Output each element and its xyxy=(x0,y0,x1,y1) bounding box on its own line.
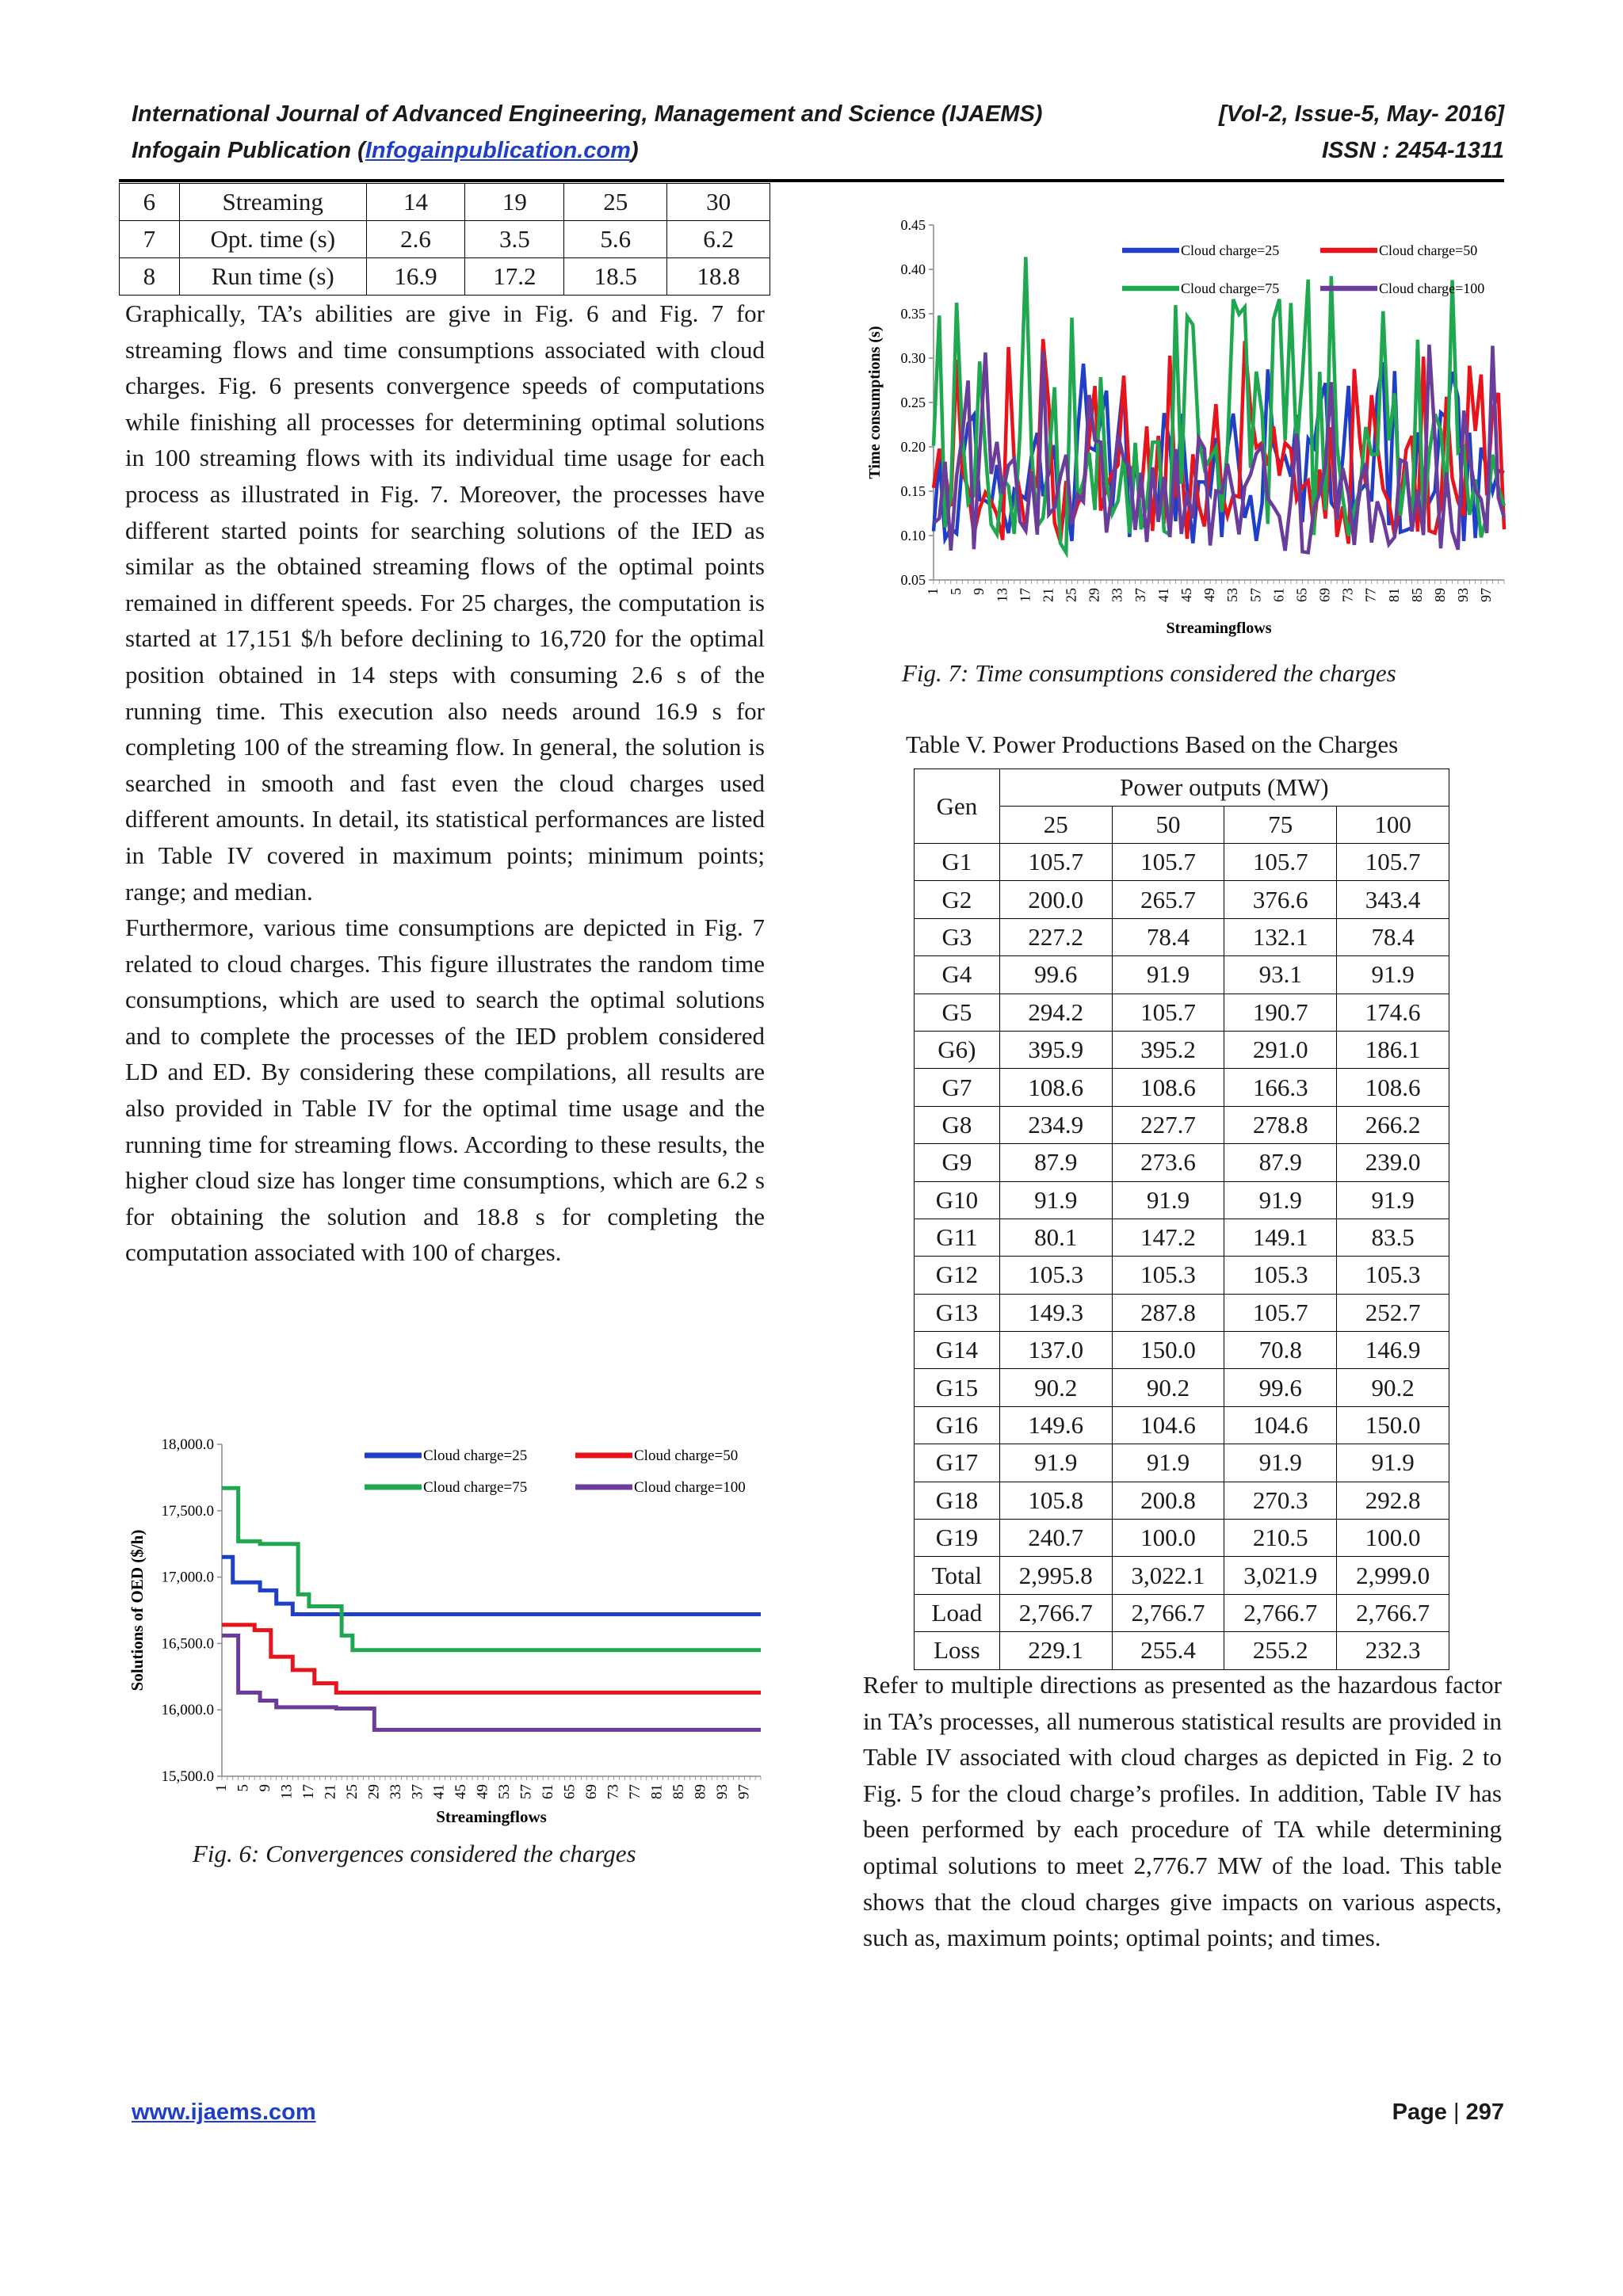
table-cell: 87.9 xyxy=(999,1144,1112,1181)
legend-label: Cloud charge=100 xyxy=(634,1479,746,1496)
table-cell: G12 xyxy=(915,1257,1000,1294)
table-cell: 100.0 xyxy=(1337,1520,1449,1557)
x-tick-label: 17 xyxy=(300,1784,317,1799)
x-tick-label: 93 xyxy=(1455,588,1472,602)
y-tick-label: 0.30 xyxy=(900,350,926,366)
table-cell: 93.1 xyxy=(1224,956,1337,994)
table-cell: 3,022.1 xyxy=(1112,1557,1224,1594)
table-cell: 108.6 xyxy=(1112,1069,1224,1106)
table-cell: 210.5 xyxy=(1224,1520,1337,1557)
table-cell: G19 xyxy=(915,1520,1000,1557)
table-row xyxy=(915,844,1449,881)
table-row xyxy=(915,881,1449,918)
table-cell: G14 xyxy=(915,1332,1000,1369)
x-tick-label: 97 xyxy=(735,1784,753,1799)
table-cell: 91.9 xyxy=(1112,1444,1224,1482)
x-tick-label: 61 xyxy=(1270,588,1287,602)
publisher-prefix: Infogain Publication ( xyxy=(132,138,365,163)
power-outputs-header: Power outputs (MW) xyxy=(999,769,1449,807)
table-cell: 17.2 xyxy=(465,258,564,296)
table-cell: G3 xyxy=(915,918,1000,955)
table-cell: 105.3 xyxy=(1112,1257,1224,1294)
x-tick-label: 81 xyxy=(1385,588,1402,602)
table-cell: Run time (s) xyxy=(179,258,366,296)
table-row xyxy=(915,1444,1449,1482)
table-row xyxy=(120,184,770,221)
table-cell: 227.7 xyxy=(1112,1106,1224,1143)
table-cell: 227.2 xyxy=(999,918,1112,955)
table-cell: 91.9 xyxy=(1112,1181,1224,1219)
x-tick-label: 5 xyxy=(235,1784,252,1792)
table-cell: 104.6 xyxy=(1112,1406,1224,1444)
table-cell: 18.8 xyxy=(667,258,770,296)
table-cell: 229.1 xyxy=(999,1632,1112,1669)
x-tick-label: 69 xyxy=(1316,588,1333,602)
table-cell: G8 xyxy=(915,1106,1000,1143)
table-cell: 2,766.7 xyxy=(999,1594,1112,1631)
table-cell: 100.0 xyxy=(1112,1520,1224,1557)
table-cell: 200.0 xyxy=(999,881,1112,918)
publisher xyxy=(132,138,639,164)
table-cell: 255.2 xyxy=(1224,1632,1337,1669)
table-cell: 91.9 xyxy=(1337,1181,1449,1219)
volume-info: [Vol-2, Issue-5, May- 2016] xyxy=(1219,101,1504,127)
table-cell: 2,766.7 xyxy=(1337,1594,1449,1631)
x-tick-label: 57 xyxy=(517,1784,535,1799)
table-cell: 91.9 xyxy=(1224,1444,1337,1482)
table-cell: 105.7 xyxy=(1224,1294,1337,1331)
table-row xyxy=(120,258,770,296)
table-cell: 2,766.7 xyxy=(1112,1594,1224,1631)
table-cell: 147.2 xyxy=(1112,1219,1224,1256)
table-cell: 105.7 xyxy=(1112,994,1224,1031)
table-cell: 83.5 xyxy=(1337,1219,1449,1256)
table-cell: 287.8 xyxy=(1112,1294,1224,1331)
table-cell: 70.8 xyxy=(1224,1332,1337,1369)
table-cell: 3,021.9 xyxy=(1224,1557,1337,1594)
y-tick-label: 15,500.0 xyxy=(161,1768,214,1785)
table-cell: 240.7 xyxy=(999,1520,1112,1557)
table-iv-tail xyxy=(119,183,770,296)
x-tick-label: 69 xyxy=(583,1784,601,1799)
table-row xyxy=(120,221,770,258)
table-cell: 80.1 xyxy=(999,1219,1112,1256)
x-tick-label: 89 xyxy=(1432,588,1448,602)
page-value: 297 xyxy=(1465,2100,1504,2125)
legend-label: Cloud charge=100 xyxy=(1379,280,1485,296)
y-tick-label: 0.25 xyxy=(900,395,926,410)
table-cell: 91.9 xyxy=(1224,1181,1337,1219)
x-tick-label: 61 xyxy=(540,1784,557,1799)
table-row xyxy=(915,1219,1449,1256)
table-cell: 150.0 xyxy=(1337,1406,1449,1444)
table-cell: 8 xyxy=(120,258,180,296)
table-cell: 252.7 xyxy=(1337,1294,1449,1331)
y-tick-label: 0.35 xyxy=(900,306,926,322)
legend-label: Cloud charge=75 xyxy=(1181,280,1280,296)
x-tick-label: 13 xyxy=(278,1784,296,1799)
table-row xyxy=(915,1069,1449,1106)
table-cell: 105.7 xyxy=(1224,844,1337,881)
table-cell: 87.9 xyxy=(1224,1144,1337,1181)
table-row xyxy=(915,1520,1449,1557)
x-tick-label: 41 xyxy=(1155,588,1171,602)
table-cell: G13 xyxy=(915,1294,1000,1331)
table-cell: Streaming xyxy=(179,184,366,221)
y-tick-label: 16,500.0 xyxy=(161,1635,214,1653)
right-column-text xyxy=(863,1667,1502,1956)
table-cell: Total xyxy=(915,1557,1000,1594)
journal-title: International Journal of Advanced Engineering, Management and Science (IJAEMS) xyxy=(132,101,1043,127)
charge-header: 50 xyxy=(1112,807,1224,844)
table-cell: G6) xyxy=(915,1031,1000,1068)
table-cell: G4 xyxy=(915,956,1000,994)
fig6-caption: Fig. 6: Convergences considered the charges xyxy=(193,1840,636,1867)
table-cell: 292.8 xyxy=(1337,1482,1449,1519)
x-tick-label: 25 xyxy=(343,1784,361,1799)
table-cell: 234.9 xyxy=(999,1106,1112,1143)
table-cell: Load xyxy=(915,1594,1000,1631)
table-cell: 343.4 xyxy=(1337,881,1449,918)
gen-header: Gen xyxy=(915,769,1000,844)
table-cell: 6 xyxy=(120,184,180,221)
table-cell: 278.8 xyxy=(1224,1106,1337,1143)
table-row xyxy=(915,1294,1449,1331)
x-tick-label: 9 xyxy=(971,588,987,595)
table-cell: 7 xyxy=(120,221,180,258)
table-v xyxy=(914,769,1449,1670)
table-cell: 200.8 xyxy=(1112,1482,1224,1519)
table5-title: Table V. Power Productions Based on the Charges xyxy=(906,730,1399,758)
table-cell: 146.9 xyxy=(1337,1332,1449,1369)
table-cell: 105.7 xyxy=(999,844,1112,881)
table-row xyxy=(915,1369,1449,1406)
x-tick-label: 21 xyxy=(1040,588,1056,602)
x-tick-label: 73 xyxy=(605,1784,622,1799)
table-cell: G1 xyxy=(915,844,1000,881)
table-cell: G2 xyxy=(915,881,1000,918)
legend-label: Cloud charge=25 xyxy=(1181,242,1280,258)
table-cell: 105.7 xyxy=(1337,844,1449,881)
table-cell: 2.6 xyxy=(366,221,465,258)
x-tick-label: 25 xyxy=(1063,588,1079,602)
table-cell: 78.4 xyxy=(1112,918,1224,955)
table-cell: 78.4 xyxy=(1337,918,1449,955)
table-row xyxy=(915,956,1449,994)
table-cell: 291.0 xyxy=(1224,1031,1337,1068)
table-cell: 273.6 xyxy=(1112,1144,1224,1181)
table-cell: 2,999.0 xyxy=(1337,1557,1449,1594)
y-axis-label: Time consumptions (s) xyxy=(866,326,884,479)
x-tick-label: 17 xyxy=(1017,588,1033,602)
x-tick-label: 65 xyxy=(561,1784,579,1799)
y-tick-label: 18,000.0 xyxy=(161,1436,214,1453)
table-cell: 137.0 xyxy=(999,1332,1112,1369)
table-cell: 18.5 xyxy=(564,258,667,296)
table-cell: G15 xyxy=(915,1369,1000,1406)
x-tick-label: 53 xyxy=(496,1784,514,1799)
y-tick-label: 0.40 xyxy=(900,261,926,277)
table-cell: G18 xyxy=(915,1482,1000,1519)
table-row xyxy=(915,1594,1449,1631)
table-cell: 105.3 xyxy=(999,1257,1112,1294)
x-tick-label: 77 xyxy=(1362,588,1379,602)
table-row xyxy=(915,1632,1449,1669)
header-rule xyxy=(119,179,1504,182)
table-cell: 149.1 xyxy=(1224,1219,1337,1256)
table-cell: 91.9 xyxy=(1337,1444,1449,1482)
x-tick-label: 97 xyxy=(1478,588,1495,602)
fig7-caption: Fig. 7: Time consumptions considered the charges xyxy=(902,659,1396,687)
x-tick-label: 53 xyxy=(1224,588,1241,602)
table-cell: G16 xyxy=(915,1406,1000,1444)
table-cell: 90.2 xyxy=(1337,1369,1449,1406)
table-cell: 150.0 xyxy=(1112,1332,1224,1369)
x-tick-label: 45 xyxy=(453,1784,470,1799)
table-row xyxy=(915,1144,1449,1181)
charge-header: 100 xyxy=(1337,807,1449,844)
x-tick-label: 49 xyxy=(1201,588,1218,602)
series-line-3 xyxy=(222,1488,761,1650)
legend-label: Cloud charge=75 xyxy=(423,1479,528,1496)
x-tick-label: 1 xyxy=(213,1784,230,1792)
x-tick-label: 41 xyxy=(430,1784,448,1799)
table-cell: 105.3 xyxy=(1337,1257,1449,1294)
table-cell: 91.9 xyxy=(1337,956,1449,994)
table-cell: 91.9 xyxy=(999,1444,1112,1482)
table-cell: 2,766.7 xyxy=(1224,1594,1337,1631)
y-tick-label: 17,500.0 xyxy=(161,1502,214,1520)
page-label: Page xyxy=(1392,2100,1447,2125)
table-cell: 239.0 xyxy=(1337,1144,1449,1181)
table-cell: 16.9 xyxy=(366,258,465,296)
fig7-chart xyxy=(866,215,1520,643)
table-cell: 2,995.8 xyxy=(999,1557,1112,1594)
page-separator: | xyxy=(1453,2100,1460,2125)
table-cell: 25 xyxy=(564,184,667,221)
x-tick-label: 77 xyxy=(627,1784,644,1799)
charge-header: 25 xyxy=(999,807,1112,844)
table-cell: 5.6 xyxy=(564,221,667,258)
table-cell: 91.9 xyxy=(999,1181,1112,1219)
left-column-text xyxy=(125,296,765,1271)
table-row xyxy=(915,1031,1449,1068)
table-cell: 395.9 xyxy=(999,1031,1112,1068)
table-row xyxy=(915,994,1449,1031)
table-cell: 105.8 xyxy=(999,1482,1112,1519)
x-tick-label: 37 xyxy=(1132,588,1148,602)
x-tick-label: 81 xyxy=(648,1784,666,1799)
publisher-suffix: ) xyxy=(630,138,639,163)
table-cell: 105.3 xyxy=(1224,1257,1337,1294)
table-cell: 395.2 xyxy=(1112,1031,1224,1068)
paragraph: Furthermore, various time consumptions are depicted in Fig. 7 related to cloud charges. This figure illustrates the random time consumptions, which are used to search the optimal solutions and to complete the processes of the IED problem considered LD and ED. By considering these compilations, all results are also provided in Table IV for the optimal time usage and the running time for streaming flows. According to these results, the higher cloud size has longer time consumptions, which are 6.2 s for obtaining the solution and 18.8 s for completing the computation associated with 100 of charges. xyxy=(125,913,765,1267)
x-tick-label: 9 xyxy=(256,1784,273,1792)
table-cell: 376.6 xyxy=(1224,881,1337,918)
x-tick-label: 33 xyxy=(1109,588,1125,602)
x-tick-label: 73 xyxy=(1339,588,1356,602)
y-tick-label: 0.10 xyxy=(900,528,926,543)
table-cell: 232.3 xyxy=(1337,1632,1449,1669)
x-tick-label: 57 xyxy=(1247,588,1264,602)
x-tick-label: 85 xyxy=(670,1784,687,1799)
table-cell: Opt. time (s) xyxy=(179,221,366,258)
table-row xyxy=(915,918,1449,955)
y-tick-label: 0.20 xyxy=(900,439,926,455)
y-axis-label: Solutions of OED ($/h) xyxy=(128,1529,147,1691)
paragraph: Graphically, TA’s abilities are give in Fig. 6 and Fig. 7 for streaming flows and time consumptions associated with cloud charges. Fig. 6 presents convergence speeds of computations while finishing all processes for determining optimal solutions in 100 streaming flows with its individual time usage for each process as illustrated in Fig. 7. Moreover, the processes have different started points for searching solutions of the IED as similar as the obtained streaming flows of the optimal points remained in different speeds. For 25 charges, the computation is started at 17,151 $/h before declining to 16,720 for the optimal position obtained in 14 steps with consuming 2.6 s of the running time. This execution also needs around 16.9 s for completing 100 of the streaming flow. In general, the solution is searched in smooth and fast even the cloud charges used different amounts. In detail, its statistical performances are listed in Table IV covered in maximum points; minimum points; range; and median. xyxy=(125,299,765,906)
x-tick-label: 29 xyxy=(1086,588,1102,602)
table-cell: 3.5 xyxy=(465,221,564,258)
table-cell: Loss xyxy=(915,1632,1000,1669)
y-tick-label: 0.45 xyxy=(900,217,926,233)
x-tick-label: 65 xyxy=(1293,588,1310,602)
table-row xyxy=(915,1406,1449,1444)
table-cell: 108.6 xyxy=(999,1069,1112,1106)
y-tick-label: 16,000.0 xyxy=(161,1702,214,1719)
table-cell: 255.4 xyxy=(1112,1632,1224,1669)
table-cell: 90.2 xyxy=(1112,1369,1224,1406)
table-cell: 99.6 xyxy=(1224,1369,1337,1406)
table-cell: 6.2 xyxy=(667,221,770,258)
x-tick-label: 89 xyxy=(692,1784,709,1799)
table-cell: 105.7 xyxy=(1112,844,1224,881)
x-tick-label: 29 xyxy=(365,1784,383,1799)
table-cell: G10 xyxy=(915,1181,1000,1219)
x-tick-label: 1 xyxy=(925,588,941,595)
legend-label: Cloud charge=25 xyxy=(423,1447,528,1464)
issn: ISSN : 2454-1311 xyxy=(1322,138,1504,163)
y-tick-label: 17,000.0 xyxy=(161,1569,214,1586)
x-tick-label: 5 xyxy=(948,588,964,595)
table-cell: 149.6 xyxy=(999,1406,1112,1444)
table-cell: 270.3 xyxy=(1224,1482,1337,1519)
site-link[interactable]: www.ijaems.com xyxy=(132,2100,316,2125)
table-row xyxy=(915,1106,1449,1143)
y-tick-label: 0.15 xyxy=(900,483,926,499)
table-cell: G7 xyxy=(915,1069,1000,1106)
x-tick-label: 13 xyxy=(994,588,1010,602)
table-cell: 190.7 xyxy=(1224,994,1337,1031)
x-tick-label: 49 xyxy=(474,1784,491,1799)
table-cell: 265.7 xyxy=(1112,881,1224,918)
table-cell: G11 xyxy=(915,1219,1000,1256)
fig6-chart xyxy=(127,1430,777,1830)
publisher-link[interactable]: Infogainpublication.com xyxy=(365,138,631,163)
table-row xyxy=(915,1482,1449,1519)
x-tick-label: 93 xyxy=(713,1784,731,1799)
table-cell: 108.6 xyxy=(1337,1069,1449,1106)
table-cell: G5 xyxy=(915,994,1000,1031)
table-cell: 132.1 xyxy=(1224,918,1337,955)
legend-label: Cloud charge=50 xyxy=(1379,242,1478,258)
table-row xyxy=(915,1332,1449,1369)
legend-label: Cloud charge=50 xyxy=(634,1447,739,1464)
x-tick-label: 33 xyxy=(387,1784,404,1799)
x-tick-label: 37 xyxy=(409,1784,426,1799)
table-cell: 30 xyxy=(667,184,770,221)
table-cell: 90.2 xyxy=(999,1369,1112,1406)
charge-header: 75 xyxy=(1224,807,1337,844)
series-line-2 xyxy=(222,1625,761,1692)
table-cell: 14 xyxy=(366,184,465,221)
table-cell: 19 xyxy=(465,184,564,221)
table-cell: 174.6 xyxy=(1337,994,1449,1031)
table-cell: 91.9 xyxy=(1112,956,1224,994)
table-cell: 266.2 xyxy=(1337,1106,1449,1143)
table-cell: 166.3 xyxy=(1224,1069,1337,1106)
table-cell: 149.3 xyxy=(999,1294,1112,1331)
x-axis-label: Streamingflows xyxy=(436,1807,547,1826)
x-tick-label: 21 xyxy=(322,1784,339,1799)
table-cell: 294.2 xyxy=(999,994,1112,1031)
table-cell: G9 xyxy=(915,1144,1000,1181)
table-row xyxy=(915,1181,1449,1219)
table-cell: 99.6 xyxy=(999,956,1112,994)
page-number xyxy=(1392,2100,1504,2126)
x-tick-label: 85 xyxy=(1408,588,1425,602)
paragraph: Refer to multiple directions as presented as the hazardous factor in TA’s processes, all numerous statistical results are provided in Table IV associated with cloud charges as depicted in Fig. 2 to Fig. 5 for the cloud charge’s profiles. In addition, Table IV has been performed by each procedure of TA while determining optimal solutions to meet 2,776.7 MW of the load. This table shows that the cloud charges give impacts on various aspects, such as, maximum points; optimal points; and times. xyxy=(863,1671,1502,1952)
series-line-1 xyxy=(222,1557,761,1614)
y-tick-label: 0.05 xyxy=(900,572,926,588)
table-cell: G17 xyxy=(915,1444,1000,1482)
table-cell: 186.1 xyxy=(1337,1031,1449,1068)
table-row xyxy=(915,1257,1449,1294)
x-axis-label: Streamingflows xyxy=(1166,620,1272,637)
table-cell: 104.6 xyxy=(1224,1406,1337,1444)
x-tick-label: 45 xyxy=(1178,588,1194,602)
table-row xyxy=(915,1557,1449,1594)
